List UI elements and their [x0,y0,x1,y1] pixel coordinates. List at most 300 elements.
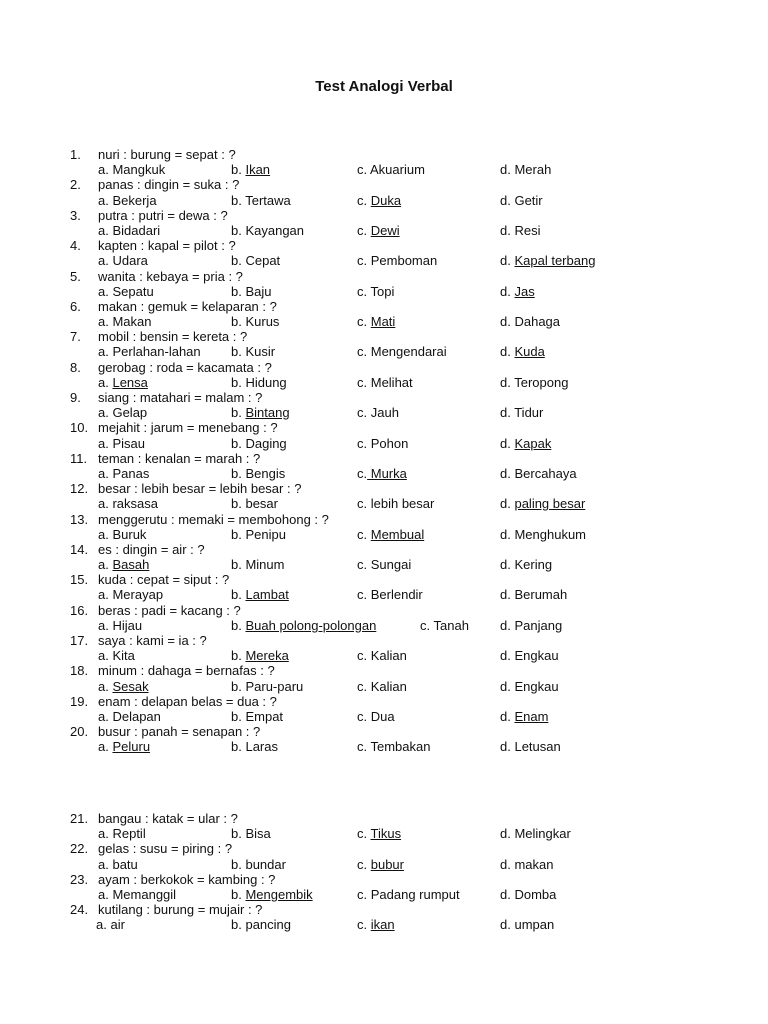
option-d [500,887,556,902]
option-text: Bisa [245,826,271,842]
option-text: Mangkuk [112,162,166,178]
option-d [500,193,543,208]
option-letter: d. [500,344,515,360]
option-a [98,405,147,420]
option-c [357,887,460,902]
options-line [0,739,768,754]
option-a [98,284,154,299]
options-line [0,223,768,238]
question-text: saya : kami = ia : ? [98,633,207,648]
option-text: Padang rumput [370,886,460,902]
option-c [420,618,469,633]
option-text: umpan [514,917,555,933]
question-text: gelas : susu = piring : ? [98,841,233,857]
option-text: lebih besar [370,496,435,512]
question-number: 18. [70,663,89,679]
option-c [357,253,437,268]
option-text: Sepatu [112,283,154,299]
option-text: Berlendir [370,587,423,603]
option-a [98,557,149,572]
option-text: Tanah [433,617,469,633]
option-text: Bekerja [112,192,157,208]
option-text: Penipu [245,526,286,542]
option-d [500,496,585,511]
option-text: Menghukum [514,526,587,542]
option-a [98,709,161,724]
question-line [0,512,768,527]
options-line [0,857,768,872]
option-letter: b. [231,192,246,208]
option-b [231,375,287,390]
question-number: 3. [70,207,81,223]
question-number: 17. [70,633,89,648]
option-text: Sungai [370,557,412,573]
options-line [0,648,768,663]
question-line [0,360,768,375]
option-letter: d. [500,222,515,238]
option-letter: a. [98,162,113,178]
option-letter: c. [357,856,371,872]
option-answer-text: Kapal terbang [514,253,596,269]
option-text: Pohon [370,435,409,451]
option-letter: c. [357,192,371,208]
option-a [98,648,135,663]
option-b [231,648,289,663]
question-line [0,572,768,587]
options-line [0,162,768,177]
question-list-part-1 [0,147,768,755]
option-c [357,679,407,694]
option-d [500,284,535,299]
option-a [98,496,158,511]
option-d [500,648,559,663]
option-a [98,223,160,238]
question-text: siang : matahari = malam : ? [98,390,263,405]
options-line [0,679,768,694]
options-line [0,557,768,572]
option-letter: a. [98,222,113,238]
question-list-part-2 [0,811,768,933]
option-c [357,709,395,724]
option-text: Pisau [112,435,145,451]
option-letter: c. [357,496,371,512]
question-text: kutilang : burung = mujair : ? [98,902,263,918]
option-letter: c. [357,917,371,933]
question-text: busur : panah = senapan : ? [98,724,261,740]
option-answer-text: bubur [370,856,404,872]
option-a [98,466,149,481]
option-d [500,917,554,932]
option-letter: d. [500,886,515,902]
options-line [0,587,768,602]
question-text: mobil : bensin = kereta : ? [98,329,248,345]
option-letter: d. [500,162,515,178]
option-letter: a. [98,856,113,872]
option-letter: b. [231,253,246,269]
option-text: Tertawa [245,192,291,208]
option-letter: b. [231,648,246,664]
option-text: Topi [370,283,395,299]
option-answer-text: ikan [370,917,395,933]
question-number: 19. [70,693,89,709]
option-text: Hijau [112,617,143,633]
option-answer-text: Basah [112,557,150,573]
option-letter: c. [357,826,371,842]
option-letter: b. [231,405,246,421]
option-answer-text: Kuda [514,344,545,360]
options-line [0,887,768,902]
option-b [231,344,275,359]
option-letter: d. [500,192,515,208]
option-text: Kusir [245,344,276,360]
option-letter: a. [96,917,111,933]
option-letter: c. [357,739,371,755]
option-text: raksasa [112,496,158,512]
option-text: Kalian [370,648,407,664]
option-c [357,344,447,359]
question-text: makan : gemuk = kelaparan : ? [98,298,277,314]
question-text: panas : dingin = suka : ? [98,177,240,193]
option-letter: c. [357,678,371,694]
option-a [98,253,148,268]
option-letter: b. [231,557,246,573]
option-letter: a. [98,435,113,451]
option-letter: a. [98,886,113,902]
option-letter: c. [357,253,371,269]
option-text: Jauh [370,405,399,421]
option-b [231,679,303,694]
option-letter: b. [231,856,246,872]
option-d [500,709,548,724]
option-c [357,375,413,390]
option-text: Teropong [514,374,569,390]
option-answer-text: Tikus [370,826,402,842]
option-letter: a. [98,405,113,421]
option-text: Merah [514,162,552,178]
question-text: enam : delapan belas = dua : ? [98,693,277,709]
option-a [98,193,157,208]
option-b [231,162,270,177]
question-text: kapten : kapal = pilot : ? [98,238,236,254]
option-text: Hidung [245,374,287,390]
option-letter: c. [357,708,371,724]
question-line [0,299,768,314]
option-c [357,223,400,238]
option-b [231,857,286,872]
question-line [0,147,768,162]
option-text: Kalian [370,678,407,694]
option-b [231,193,291,208]
option-d [500,557,552,572]
option-letter: b. [231,374,246,390]
option-letter: d. [500,587,515,603]
option-a [98,826,146,841]
option-b [231,739,278,754]
option-b [231,917,291,932]
option-letter: c. [420,617,434,633]
option-b [231,557,284,572]
question-line [0,663,768,678]
question-number: 14. [70,541,89,557]
option-letter: a. [98,496,113,512]
option-letter: b. [231,886,246,902]
option-answer-text: Kapak [514,435,552,451]
option-a [98,314,152,329]
option-letter: b. [231,678,246,694]
question-text: ayam : berkokok = kambing : ? [98,871,276,887]
option-d [500,618,562,633]
question-number: 9. [70,390,81,405]
question-line [0,724,768,739]
option-text: Dua [370,708,395,724]
option-b [231,223,304,238]
option-answer-text: Sesak [112,678,149,694]
option-letter: d. [500,526,515,542]
option-letter: c. [357,587,371,603]
option-text: Panjang [514,617,563,633]
option-text: makan [514,856,554,872]
option-text: Cepat [245,253,281,269]
option-letter: c. [357,435,371,451]
option-letter: c. [357,465,368,481]
option-answer-text: Bintang [245,405,290,421]
option-a [96,917,125,932]
option-letter: a. [98,374,113,390]
options-line [0,826,768,841]
option-b [231,887,313,902]
question-line [0,603,768,618]
option-d [500,253,595,268]
option-c [357,162,425,177]
option-text: Tembakan [370,739,431,755]
option-d [500,466,577,481]
option-letter: c. [357,648,371,664]
option-letter: d. [500,435,515,451]
option-letter: a. [98,826,113,842]
option-d [500,826,571,841]
question-number: 23. [70,871,89,887]
option-letter: c. [357,314,371,330]
option-c [357,917,395,932]
option-text: Paru-paru [245,678,304,694]
option-letter: c. [357,886,371,902]
option-letter: c. [357,374,371,390]
option-letter: a. [98,617,113,633]
question-number: 13. [70,511,89,527]
option-d [500,436,551,451]
question-number: 1. [70,147,81,162]
option-d [500,405,543,420]
question-line [0,633,768,648]
option-answer-text: Mati [370,314,396,330]
option-letter: d. [500,557,515,573]
option-text: Getir [514,192,543,208]
option-a [98,679,149,694]
option-letter: b. [231,708,246,724]
options-line [0,284,768,299]
option-letter: d. [500,648,515,664]
option-c [357,826,401,841]
question-line [0,481,768,496]
option-d [500,857,554,872]
option-c [357,436,408,451]
option-b [231,253,280,268]
question-line [0,420,768,435]
question-number: 8. [70,359,81,375]
option-letter: a. [98,253,113,269]
option-b [231,466,285,481]
option-a [98,587,163,602]
option-letter: a. [98,587,113,603]
option-letter: d. [500,405,515,421]
option-letter: c. [357,283,371,299]
question-number: 4. [70,238,81,254]
option-letter: d. [500,708,515,724]
option-text: Delapan [112,708,161,724]
option-letter: d. [500,678,515,694]
options-line [0,344,768,359]
option-letter: b. [231,587,246,603]
option-letter: d. [500,314,515,330]
question-text: putra : putri = dewa : ? [98,207,228,223]
option-text: Domba [514,886,557,902]
option-letter: b. [231,917,246,933]
option-text: Bercahaya [514,465,577,481]
option-a [98,375,148,390]
option-answer-text: Duka [370,192,402,208]
option-letter: a. [98,344,113,360]
question-line [0,902,768,917]
option-text: Tidur [514,405,544,421]
option-d [500,587,567,602]
option-text: Laras [245,739,278,755]
question-number: 20. [70,724,89,740]
option-text: Bengis [245,465,286,481]
option-letter: c. [357,162,371,178]
options-line [0,496,768,511]
option-answer-text: Lensa [112,374,148,390]
option-letter: a. [98,557,113,573]
option-c [357,857,404,872]
option-letter: b. [231,617,246,633]
option-c [357,284,394,299]
option-letter: d. [500,283,515,299]
option-text: Makan [112,314,152,330]
option-answer-text: Dewi [370,222,400,238]
option-c [357,405,399,420]
option-c [357,527,424,542]
option-c [357,496,434,511]
question-line [0,177,768,192]
option-text: besar [245,496,278,512]
option-text: Melihat [370,374,413,390]
question-text: gerobag : roda = kacamata : ? [98,359,272,375]
option-answer-text: Buah polong-polongan [245,617,377,633]
question-line [0,208,768,223]
option-answer-text: Mereka [245,648,289,664]
option-answer-text: Jas [514,283,535,299]
option-a [98,887,176,902]
option-text: Engkau [514,678,559,694]
option-answer-text: Enam [514,708,549,724]
option-letter: a. [98,192,113,208]
option-letter: d. [500,374,515,390]
question-number: 5. [70,268,81,284]
question-line [0,269,768,284]
option-b [231,405,290,420]
option-letter: c. [357,557,371,573]
option-a [98,618,142,633]
option-text: pancing [245,917,292,933]
question-line [0,451,768,466]
option-text: Dahaga [514,314,561,330]
option-d [500,679,559,694]
option-letter: a. [98,314,113,330]
question-number: 10. [70,420,89,436]
option-text: Kayangan [245,222,305,238]
options-line [0,618,768,633]
question-text: kuda : cepat = siput : ? [98,572,230,588]
option-b [231,314,279,329]
option-text: Melingkar [514,826,571,842]
question-line [0,811,768,826]
option-text: Gelap [112,405,148,421]
option-text: Panas [112,465,150,481]
option-text: Akuarium [370,162,425,178]
option-answer-text: paling besar [514,496,586,512]
option-text: Kurus [245,314,280,330]
question-text: bangau : katak = ular : ? [98,811,238,826]
option-text: Buruk [112,526,147,542]
option-letter: b. [231,739,246,755]
question-line [0,390,768,405]
question-text: beras : padi = kacang : ? [98,602,241,618]
options-line [0,253,768,268]
option-letter: d. [500,739,515,755]
option-text: Reptil [112,826,146,842]
question-line [0,542,768,557]
question-text: teman : kenalan = marah : ? [98,450,261,466]
option-b [231,826,271,841]
question-line [0,872,768,887]
option-text: Bidadari [112,222,161,238]
option-answer-text: Membual [370,526,425,542]
option-text: Kering [514,557,553,573]
question-number: 6. [70,298,81,314]
option-letter: c. [357,405,371,421]
question-text: minum : dahaga = bernafas : ? [98,663,275,679]
question-text: besar : lebih besar = lebih besar : ? [98,481,302,497]
question-text: mejahit : jarum = menebang : ? [98,420,278,436]
option-letter: d. [500,617,515,633]
question-line [0,694,768,709]
option-text: Minum [245,557,285,573]
question-number: 24. [70,902,89,918]
option-letter: a. [98,708,113,724]
option-letter: c. [357,344,371,360]
option-d [500,375,568,390]
option-c [357,557,411,572]
option-d [500,162,551,177]
option-letter: b. [231,344,246,360]
question-number: 16. [70,602,89,618]
option-d [500,314,560,329]
option-d [500,344,545,359]
option-a [98,436,145,451]
option-text: Pemboman [370,253,438,269]
option-text: air [110,917,125,933]
question-text: wanita : kebaya = pria : ? [98,268,243,284]
